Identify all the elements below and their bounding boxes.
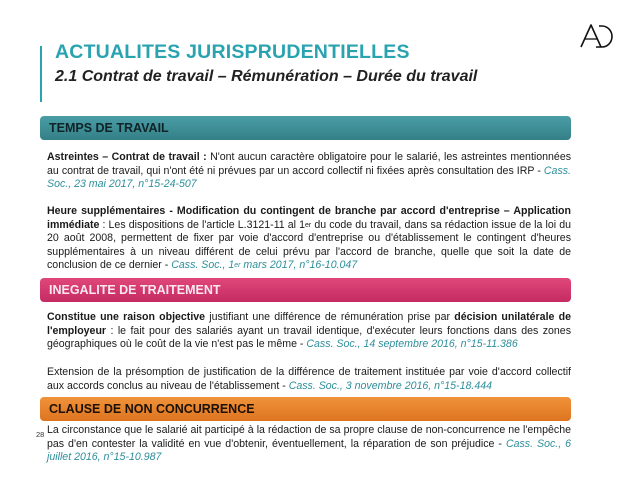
paragraph-text: : Les dispositions de l'article L.3121-11 al 1 [99,218,306,231]
section-heading-inegalite-de-traitement: INEGALITE DE TRAITEMENT [40,278,571,302]
paragraph-lead: Astreintes – Contrat de travail : [47,151,207,163]
paragraph-heures-supplementaires [47,205,571,273]
ad-logo [578,22,618,50]
paragraph-text: La circonstance que le salarié ait participé à la rédaction de sa propre clause de non-concurrence ne l'empêche pas d'en contester la validité en vue d'obtenir, éventuellement, la réparation de son préjudice - [47,424,571,450]
case-reference: Cass. Soc., 23 mai 2017, n°15-24-507 [47,164,571,190]
paragraph-text: Extension de la présomption de justification de la différence de traitement instituée par voie d'accord collectif aux accords conclus au niveau de l'établissement - [47,366,571,392]
paragraph-text: justifiant une différence de rémunération prise par [205,311,455,323]
paragraph-lead: Constitue une raison objective [47,311,206,323]
title-accent-bar [40,46,42,102]
page-number: 28 [36,430,45,439]
superscript: er [305,221,312,229]
page-subtitle: 2.1 Contrat de travail – Rémunération – Durée du travail [55,68,478,85]
paragraph-extension-presomption [47,366,571,393]
section-heading-temps-de-travail: TEMPS DE TRAVAIL [40,116,571,140]
case-reference: Cass. Soc., 6 juillet 2016, n°15-10.987 [47,437,572,463]
superscript: er [234,262,241,269]
case-reference: Cass. Soc., 1 [171,259,235,271]
paragraph-text: : le fait pour des salariés ayant un travail identique, d'exécuter leurs fonctions dans des zones géographiques où le coût de la vie n'est pas le même - [47,324,571,350]
case-reference: Cass. Soc., 14 septembre 2016, n°15-11.386 [306,338,518,350]
page-title: ACTUALITES JURISPRUDENTIELLES [55,41,410,63]
paragraph-lead: Heure supplémentaires - Modification du contingent de branche par accord d'entreprise – Application immédiate [47,205,571,231]
paragraph-text: N'ont aucun caractère obligatoire pour le salarié, les astreintes mentionnées au contrat de travail, qui n'ont été ni prévues par un accord collectif ni fixées après consultation des IRP - [47,151,572,177]
paragraph-emphasis: décision unilatérale de l'employeur [47,311,571,337]
section-heading-clause-de-non-concurrence: CLAUSE DE NON CONCURRENCE [40,397,571,421]
case-reference: Cass. Soc., 3 novembre 2016, n°15-18.444 [288,379,492,392]
case-reference: mars 2017, n°16-10.047 [240,259,358,271]
paragraph-clause-non-concurrence [47,424,571,465]
paragraph-astreintes [47,151,571,192]
paragraph-text: du code du travail, dans sa rédaction issue de la loi du 20 août 2008, permettent de fixer par voie d'accord d'entreprise ou d'établissement le contingent d'heures supplémentaires à un niveau différent de celui prévu par l'accord de branche, quelle que soit la date de conclusion de ce dernier - [47,218,571,271]
paragraph-raison-objective [47,311,571,352]
